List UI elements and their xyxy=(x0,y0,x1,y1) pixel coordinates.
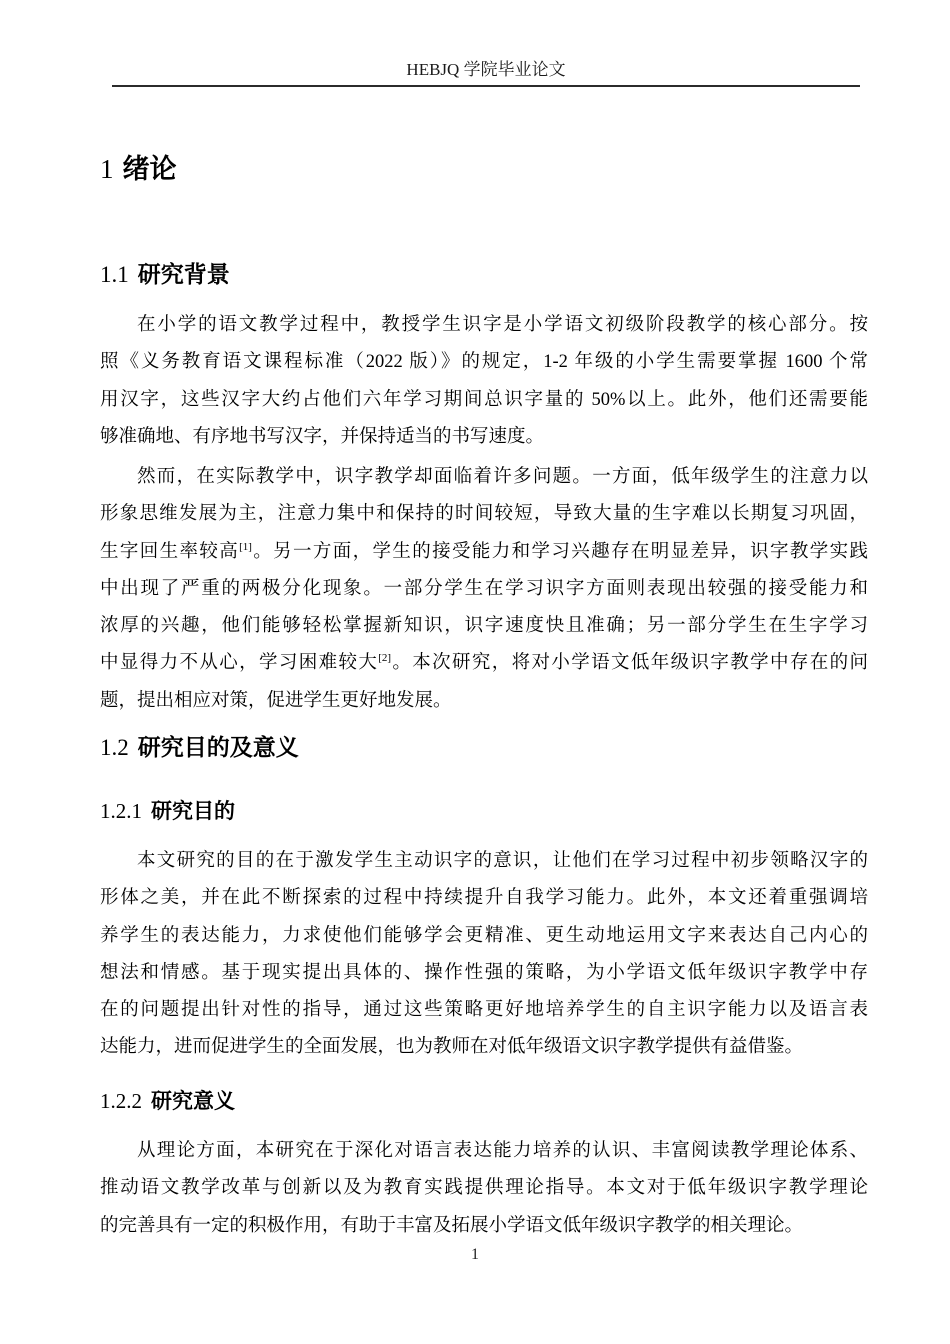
section-title: 研究目的及意义 xyxy=(137,734,299,760)
subsection-heading-1-2-2 xyxy=(100,1088,235,1115)
text-line: 中出现了严重的两极分化现象。一部分学生在学习识字方面则表现出较强的接受能力和 xyxy=(100,578,868,599)
subsection-number: 1.2.1 xyxy=(100,799,142,823)
page-number: 1 xyxy=(471,1246,479,1263)
section-title: 研究背景 xyxy=(137,261,230,287)
paragraph-research-background-2 xyxy=(100,459,868,720)
text-line: 本文研究的目的在于激发学生主动识字的意识，让他们在学习过程中初步领略汉字的 xyxy=(137,851,868,871)
text-line: 形象思维发展为主，注意力集中和保持的时间较短，导致大量的生字难以长期复习巩固， xyxy=(100,504,868,525)
section-heading-1-1 xyxy=(100,260,230,289)
running-header xyxy=(112,60,860,87)
chapter-heading xyxy=(100,153,177,185)
text-segment: 生字回生率较高 xyxy=(100,541,240,562)
text-line xyxy=(100,534,868,571)
citation-ref-2: [2] xyxy=(378,652,392,665)
subsection-title: 研究目的 xyxy=(151,800,235,823)
text-line: 浓厚的兴趣，他们能够轻松掌握新知识，识字速度快且准确；另一部分学生在生字学习 xyxy=(100,616,868,637)
section-number: 1.1 xyxy=(100,262,129,287)
paragraph-research-significance xyxy=(100,1133,868,1245)
text-segment: 中显得力不从心，学习困难较大 xyxy=(100,653,379,674)
text-line: 用汉字，这些汉字大约占他们六年学习期间总识字量的 50%以上。此外，他们还需要能 xyxy=(100,389,868,410)
paragraph-research-background-1 xyxy=(100,307,868,456)
text-line: 在小学的语文教学过程中，教授学生识字是小学语文初级阶段教学的核心部分。按 xyxy=(137,315,868,335)
text-line: 的完善具有一定的积极作用，有助于丰富及拓展小学语文低年级识字教学的相关理论。 xyxy=(100,1215,804,1236)
text-line: 题，提出相应对策，促进学生更好地发展。 xyxy=(100,690,452,711)
subsection-number: 1.2.2 xyxy=(100,1089,142,1113)
text-line: 养学生的表达能力，力求使他们能够学会更精准、更生动地运用文字来表达自己内心的 xyxy=(100,925,868,946)
text-segment: 。另一方面，学生的接受能力和学习兴趣存在明显差异，识字教学实践 xyxy=(251,541,868,562)
subsection-heading-1-2-1 xyxy=(100,798,235,825)
text-segment: 。本次研究，将对小学语文低年级识字教学中存在的问 xyxy=(391,653,868,674)
text-line: 够准确地、有序地书写汉字，并保持适当的书写速度。 xyxy=(100,426,545,447)
chapter-title: 绪论 xyxy=(122,154,177,184)
text-line: 照《义务教育语文课程标准（2022 版）》的规定，1-2 年级的小学生需要掌握 1600 个常 xyxy=(100,352,868,373)
text-line: 达能力，进而促进学生的全面发展，也为教师在对低年级语文识字教学提供有益借鉴。 xyxy=(100,1037,804,1058)
text-line: 想法和情感。基于现实提出具体的、操作性强的策略，为小学语文低年级识字教学中存 xyxy=(100,962,868,983)
chapter-number: 1 xyxy=(100,154,114,184)
text-line: 形体之美，并在此不断探索的过程中持续提升自我学习能力。此外，本文还着重强调培 xyxy=(100,888,868,909)
text-line: 在的问题提出针对性的指导，通过这些策略更好地培养学生的自主识字能力以及语言表 xyxy=(100,1000,868,1021)
section-number: 1.2 xyxy=(100,735,129,760)
subsection-title: 研究意义 xyxy=(151,1090,235,1113)
citation-ref-1: [1] xyxy=(239,540,252,553)
text-line: 推动语文教学改革与创新以及为教育实践提供理论指导。本文对于低年级识字教学理论 xyxy=(100,1178,868,1199)
section-heading-1-2 xyxy=(100,733,299,762)
header-title: HEBJQ 学院毕业论文 xyxy=(406,60,566,79)
text-line: 然而，在实际教学中，识字教学却面临着许多问题。一方面，低年级学生的注意力以 xyxy=(137,467,868,487)
paragraph-research-purpose xyxy=(100,843,868,1067)
text-line xyxy=(100,645,868,682)
text-line: 从理论方面，本研究在于深化对语言表达能力培养的认识、丰富阅读教学理论体系、 xyxy=(137,1141,868,1161)
